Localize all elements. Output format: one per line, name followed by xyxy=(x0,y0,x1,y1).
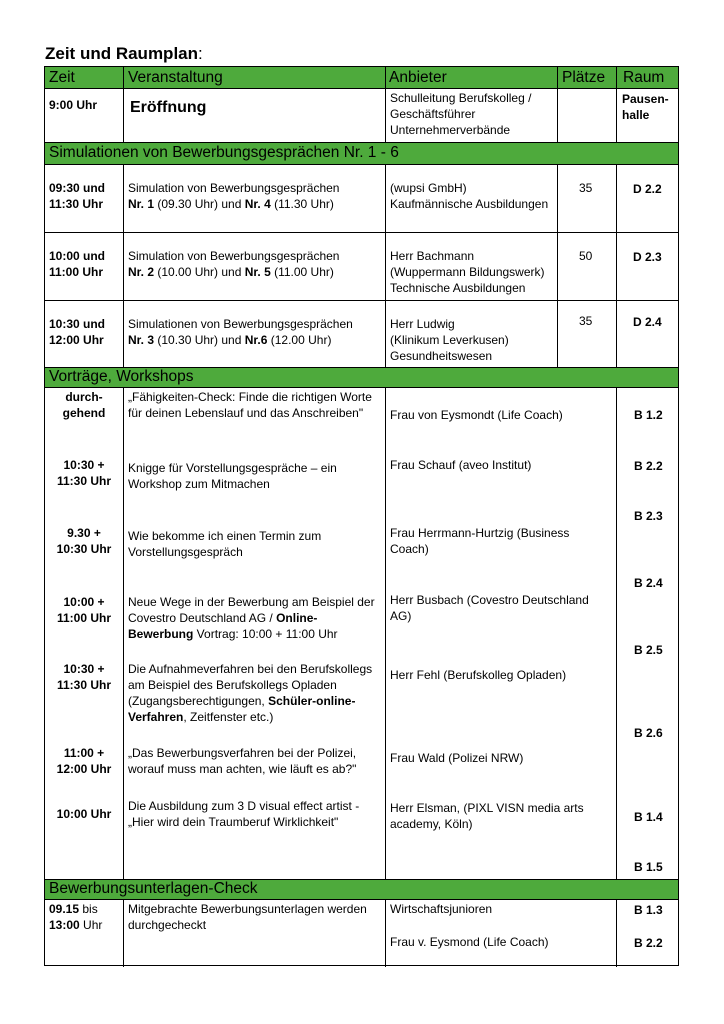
sim1-time: 09:30 und 11:30 Uhr xyxy=(49,181,106,211)
sim1-provider: (wupsi GmbH) Kaufmännische Ausbildungen xyxy=(390,181,549,211)
section-title-unterlagen: Bewerbungsunterlagen-Check xyxy=(49,880,258,897)
w6-event: „Das Bewerbungsverfahren bei der Polizei, worauf muss man achten, wie läuft es ab?" xyxy=(128,746,357,776)
col-divider xyxy=(385,164,386,367)
w4-room: B 2.4 xyxy=(634,576,663,590)
sim2-event-detail: Nr. 2 (10.00 Uhr) und Nr. 5 (11.00 Uhr) xyxy=(128,265,334,279)
check-room-1: B 1.3 xyxy=(634,903,663,917)
section-title-simulationen: Simulationen von Bewerbungsgesprächen Nr. 1 - 6 xyxy=(49,144,399,161)
header-raum: Raum xyxy=(623,69,665,86)
w7-provider: Herr Elsman, (PIXL VISN media arts academy, Köln) xyxy=(390,801,584,831)
col-divider xyxy=(616,387,617,879)
col-divider xyxy=(616,67,617,142)
sim2-time: 10:00 und 11:00 Uhr xyxy=(49,249,106,279)
w6-room: B 2.6 xyxy=(634,726,663,740)
col-divider xyxy=(123,899,124,967)
w6-provider: Frau Wald (Polizei NRW) xyxy=(390,751,524,765)
w1-provider: Frau von Eysmondt (Life Coach) xyxy=(390,408,563,422)
sim2-seats: 50 xyxy=(579,249,593,263)
sim3-provider: Herr Ludwig (Klinikum Leverkusen) Gesundheitswesen xyxy=(390,317,509,363)
sim1-event-title: Simulation von Bewerbungsgesprächen xyxy=(128,181,340,195)
sim1-room: D 2.2 xyxy=(633,182,662,196)
col-divider xyxy=(616,164,617,367)
col-divider xyxy=(557,67,558,142)
w5-room: B 2.5 xyxy=(634,643,663,657)
col-divider xyxy=(616,899,617,967)
opening-event: Eröffnung xyxy=(130,99,207,116)
page-title: Zeit und Raumplan: xyxy=(45,44,203,63)
sim2-room: D 2.3 xyxy=(633,250,662,264)
w1-room: B 1.2 xyxy=(634,408,663,422)
col-divider xyxy=(385,387,386,879)
row-divider xyxy=(45,899,678,900)
row-divider xyxy=(45,164,678,165)
row-divider xyxy=(45,88,678,89)
check-provider-1: Wirtschaftsjunioren xyxy=(390,902,493,916)
w7-room: B 1.4 xyxy=(634,810,663,824)
header-plaetze: Plätze xyxy=(562,69,606,86)
check-room-2: B 2.2 xyxy=(634,936,663,950)
w1-event: „Fähigkeiten-Check: Finde die richtigen Worte für deinen Lebenslauf und das Anschreiben" xyxy=(128,390,372,420)
extra-room: B 1.5 xyxy=(634,860,663,874)
col-divider xyxy=(385,67,386,142)
w2-room: B 2.2 xyxy=(634,459,663,473)
w7-time: 10:00 Uhr xyxy=(56,807,112,821)
w2-provider: Frau Schauf (aveo Institut) xyxy=(390,458,532,472)
w6-time: 11:00 + 12:00 Uhr xyxy=(56,746,112,776)
w2-time: 10:30 + 11:30 Uhr xyxy=(56,458,112,488)
row-divider xyxy=(45,300,678,301)
w3-event: Wie bekomme ich einen Termin zum Vorstellungsgespräch xyxy=(128,529,322,559)
w5-time: 10:30 + 11:30 Uhr xyxy=(56,662,112,692)
col-divider xyxy=(385,899,386,967)
schedule-table: Zeit Veranstaltung Anbieter Plätze Raum 9:00 Uhr Eröffnung Schulleitung Berufskolleg / Geschäftsführer Unternehmerverbände Pausen- halle Simulationen von Bewerbungsgesprächen Nr. 1 - 6 09:30 und 11:30 Uhr Simulation von Bewerbungsgesprächen Nr. 1 (09.30 Uhr) und Nr. 4 (11.30 Uhr) (wupsi GmbH) Kaufmännische Ausbildungen 35 D 2.2 10:00 und 11:00 Uhr Simulation von Bewerbungsgesprächen Nr. 2 (10.00 Uhr) und Nr. 5 (11.00 Uhr) Herr Bachmann (Wuppermann Bildungswerk) Technische Ausbildungen 50 D 2.3 10:30 und 12:00 Uhr Simulationen von Bewerbungsgesprächen Nr. 3 (10.30 Uhr) und Nr.6 (12.00 Uhr) Herr Ludwig (Klinikum Leverkusen) Gesundheitswesen 35 D 2.4 Vorträge, Workshops durch- gehend „Fähigkeiten-Check: Finde die richtigen Worte für deinen Lebenslauf und das Anschreiben" Frau von Eysmondt (Life Coach) B 1.2 10:30 + 11:30 Uhr Knigge für Vorstellungsgespräche – ein Workshop zum Mitmachen Frau Schauf (aveo Institut) B 2.2 B 2.3 9.30 + 10:30 Uhr Wie bekomme ich einen Termin zum Vorstellungsgespräch Frau Herrmann-Hurtzig (Business Coach) B 2.4 10:00 + 11:00 Uhr Neue Wege in der Bewerbung am Beispiel der Covestro Deutschland AG / Online- Bewerbung Vortrag: 10:00 + 11:00 Uhr Herr Busbach (Covestro Deutschland AG) B 2.5 10:30 + 11:30 Uhr Die Aufnahmeverfahren bei den Berufskollegs am Beispiel des Berufskollegs Opladen (Zugangsberechtigungen, Schüler-online- Verfahren, Zeitfenster etc.) Herr Fehl (Berufskolleg Opladen) B 2.6 11:00 + 12:00 Uhr „Das Bewerbungsverfahren bei der Polizei, worauf muss man achten, wie läuft es ab?" Frau Wald (Polizei NRW) 10:00 Uhr Die Ausbildung zum 3 D visual effect artist - „Hier wird dein Traumberuf Wirklichkeit" Herr Elsman, (PIXL VISN media arts academy, Köln) B 1.4 B 1.5 Bewerbungsunterlagen-Check 09.15 bis 13:00 Uhr Mitgebrachte Bewerbungsunterlagen werden durchgecheckt Wirtschaftsjunioren B 1.3 Frau v. Eysmond (Life Coach) B 2.2 xyxy=(44,66,679,966)
col-divider xyxy=(123,387,124,879)
sim3-seats: 35 xyxy=(579,314,593,328)
check-event: Mitgebrachte Bewerbungsunterlagen werden durchgecheckt xyxy=(128,902,367,932)
w5-provider: Herr Fehl (Berufskolleg Opladen) xyxy=(390,668,567,682)
w4-time: 10:00 + 11:00 Uhr xyxy=(56,595,112,625)
col-divider xyxy=(123,67,124,142)
header-anbieter: Anbieter xyxy=(389,69,447,86)
row-divider xyxy=(45,232,678,233)
sim3-event-detail: Nr. 3 (10.30 Uhr) und Nr.6 (12.00 Uhr) xyxy=(128,333,332,347)
w1-time: durch- gehend xyxy=(62,390,106,420)
sim3-time: 10:30 und 12:00 Uhr xyxy=(49,317,106,347)
check-time: 09.15 bis 13:00 Uhr xyxy=(49,902,103,932)
sim3-room: D 2.4 xyxy=(633,315,662,329)
row-divider xyxy=(45,387,678,388)
w2-event: Knigge für Vorstellungsgespräche – ein Workshop zum Mitmachen xyxy=(128,461,337,491)
opening-time: 9:00 Uhr xyxy=(49,98,98,112)
w7-event: Die Ausbildung zum 3 D visual effect artist - „Hier wird dein Traumberuf Wirklichkeit" xyxy=(128,799,360,829)
check-provider-2: Frau v. Eysmond (Life Coach) xyxy=(390,935,549,949)
sim1-event-detail: Nr. 1 (09.30 Uhr) und Nr. 4 (11.30 Uhr) xyxy=(128,197,334,211)
w4-provider: Herr Busbach (Covestro Deutschland AG) xyxy=(390,593,589,623)
sim1-seats: 35 xyxy=(579,181,593,195)
col-divider xyxy=(557,164,558,367)
w3-provider: Frau Herrmann-Hurtzig (Business Coach) xyxy=(390,526,570,556)
w3-time: 9.30 + 10:30 Uhr xyxy=(56,526,112,556)
section-title-vortraege: Vorträge, Workshops xyxy=(49,368,194,385)
w5-event: Die Aufnahmeverfahren bei den Berufskollegs am Beispiel des Berufskollegs Opladen (Zugangsberechtigungen, Schüler-online- Verfahren, Zeitfenster etc.) xyxy=(128,662,373,724)
sim2-provider: Herr Bachmann (Wuppermann Bildungswerk) Technische Ausbildungen xyxy=(390,249,545,295)
w3-room: B 2.3 xyxy=(634,509,663,523)
w4-event: Neue Wege in der Bewerbung am Beispiel der Covestro Deutschland AG / Online- Bewerbung Vortrag: 10:00 + 11:00 Uhr xyxy=(128,595,375,641)
row-divider xyxy=(45,142,678,143)
header-zeit: Zeit xyxy=(49,69,75,86)
header-veranstaltung: Veranstaltung xyxy=(128,69,223,86)
col-divider xyxy=(123,164,124,367)
sim3-event-title: Simulationen von Bewerbungsgesprächen xyxy=(128,317,353,331)
sim2-event-title: Simulation von Bewerbungsgesprächen xyxy=(128,249,340,263)
